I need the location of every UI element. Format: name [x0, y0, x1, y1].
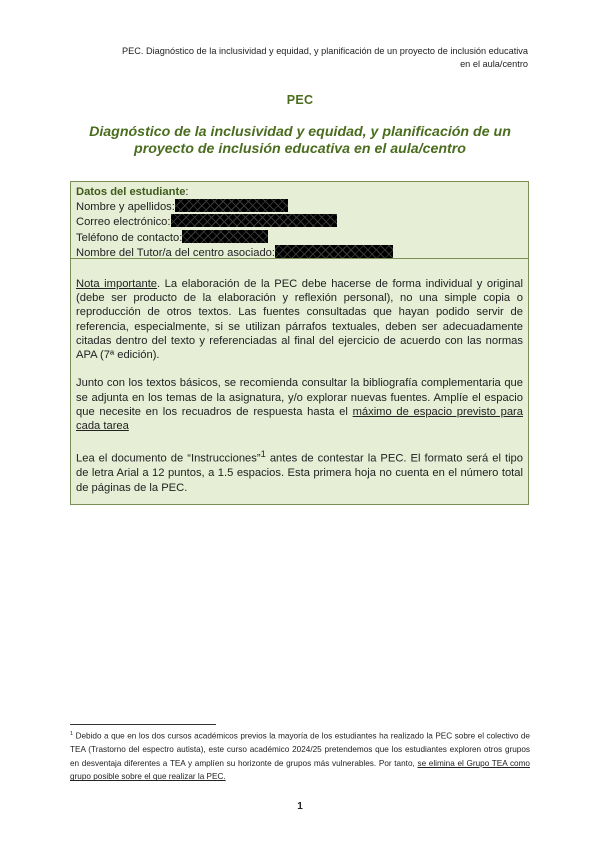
instructions-box [70, 259, 529, 505]
footnote-underlined-text: se elimina el Grupo TEA como grupo posible sobre el que realizar la PEC. [70, 758, 530, 782]
student-email-redacted [171, 214, 337, 227]
important-note-text: . La elaboración de la PEC debe hacerse de forma individual y original (debe ser producto de la elaboración y reflexión personal), no una simple copia o reproducción de otros textos. Las fuentes consultadas que hayan podido servir de referencia, especialmente, si se utilizan párrafos textuales, deben ser adecuadamente citadas dentro del texto y referenciadas al final del ejercicio de acuerdo con las normas APA (7ª edición). [76, 278, 523, 362]
student-email-label: Correo electrónico: [76, 216, 171, 229]
student-name-label: Nombre y apellidos: [76, 201, 175, 214]
format-text-end: antes de contestar la PEC. El formato será el tipo de letra Arial a 12 puntos, a 1.5 espacios. Esta primera hoja no cuenta en el número total de páginas de la PEC. [76, 453, 523, 494]
bibliography-text: Junto con los textos básicos, se recomienda consultar la bibliografía complementaria que se adjunta en los temas de la asignatura, y/o explorar nuevas fuentes. Amplíe el espacio que necesite en los recuadros de respuesta hasta el [76, 377, 523, 418]
tutor-name-redacted [275, 245, 393, 258]
important-note-label: Nota importante [76, 278, 158, 290]
format-text-start: Lea el documento de “Instrucciones” [76, 453, 261, 466]
running-header-line-1: PEC. Diagnóstico de la inclusividad y equidad, y planificación de un proyecto de inclusión educativa [121, 46, 528, 56]
pec-title: PEC [286, 93, 314, 107]
student-name-row [76, 199, 523, 214]
page-number: 1 [297, 801, 303, 812]
tutor-name-row [76, 245, 523, 260]
footnote [70, 728, 530, 784]
document-title: Diagnóstico de la inclusividad y equidad, y planificación de un proyecto de inclusión educativa en el aula/centro [89, 124, 511, 157]
important-note-paragraph [76, 277, 523, 362]
footnote-separator [70, 724, 216, 725]
student-phone-redacted [182, 230, 268, 243]
student-phone-row [76, 230, 523, 245]
student-data-heading [76, 185, 523, 199]
tutor-name-label: Nombre del Tutor/a del centro asociado: [76, 246, 275, 259]
footnote-marker: 1 [70, 731, 74, 737]
student-name-redacted [175, 199, 288, 212]
format-paragraph [76, 447, 523, 494]
student-email-row [76, 214, 523, 229]
running-header [58, 45, 528, 70]
max-space-note: máximo de espacio previsto para cada tarea [76, 405, 523, 433]
student-data-heading-colon: : [185, 186, 189, 198]
student-data-box [70, 181, 529, 259]
student-phone-label: Teléfono de contacto: [76, 231, 183, 244]
footnote-reference: 1 [260, 449, 266, 460]
student-data-heading-text: Datos del estudiante [76, 186, 186, 198]
footnote-text: Debido a que en los dos cursos académicos previos la mayoría de los estudiantes ha realizado la PEC sobre el colectivo de TEA (Trastorno del espectro autista), este curso académico 2024/25 pretendemos que los estudiantes exploren otros grupos en desventaja diferentes a TEA y amplíen su horizonte de grupos más vulnerables. Por tanto, [70, 731, 530, 768]
bibliography-paragraph [76, 376, 523, 433]
running-header-line-2: en el aula/centro [460, 58, 528, 69]
